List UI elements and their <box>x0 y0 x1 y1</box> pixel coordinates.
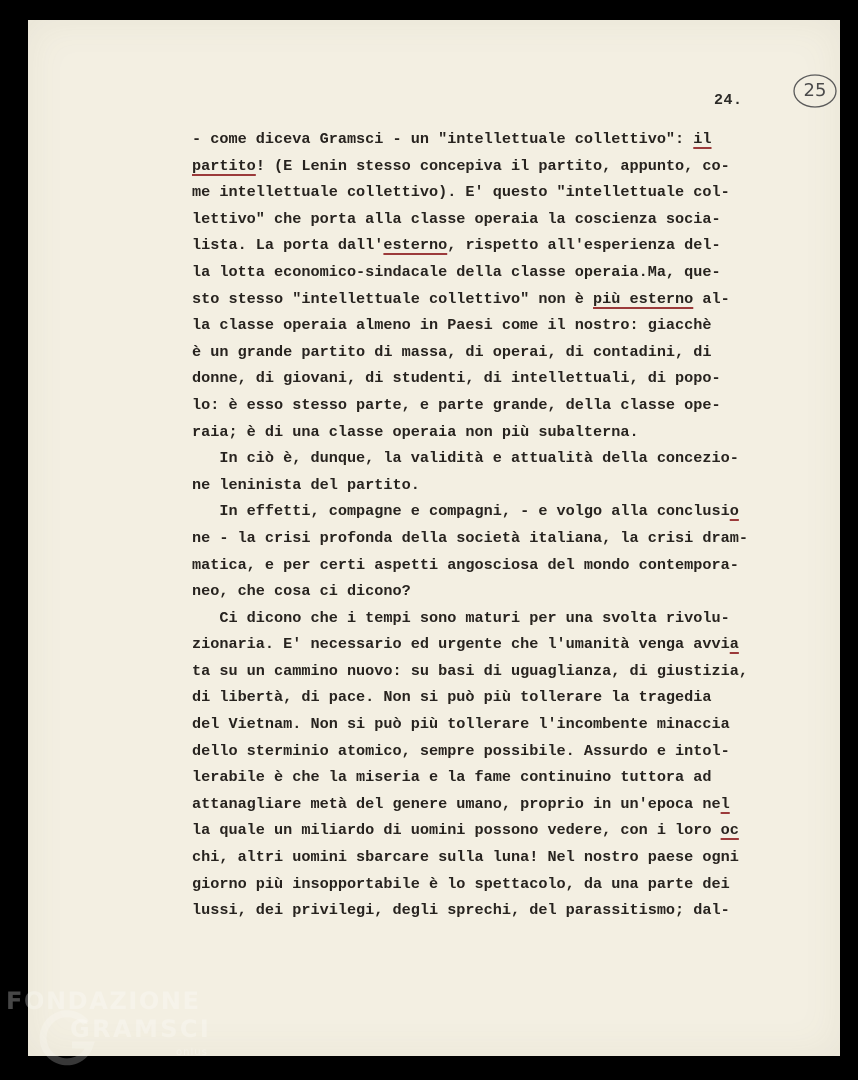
text-line: Ci dicono che i tempi sono maturi per una svolta rivolu- <box>192 608 730 627</box>
text-line: neo, che cosa ci dicono? <box>192 582 411 601</box>
text-line: In effetti, compagne e compagni, - e volgo alla conclusio <box>192 502 739 521</box>
text-line: lo: è esso stesso parte, e parte grande, della classe ope- <box>192 395 721 414</box>
text-line: la lotta economico-sindacale della classe operaia.Ma, que- <box>192 262 721 281</box>
archive-page-stamp <box>792 72 838 110</box>
typewritten-page <box>28 20 840 1056</box>
text-line: ne leninista del partito. <box>192 475 420 494</box>
text-line: In ciò è, dunque, la validità e attualità della concezio- <box>192 449 739 468</box>
text-line: del Vietnam. Non si può più tollerare l'incombente minaccia <box>192 715 730 734</box>
text-line: lerabile è che la miseria e la fame continuino tuttora ad <box>192 768 712 787</box>
text-line: dello sterminio atomico, sempre possibile. Assurdo e intol- <box>192 741 730 760</box>
text-line: donne, di giovani, di studenti, di intellettuali, di popo- <box>192 369 721 388</box>
text-line: lussi, dei privilegi, degli sprechi, del parassitismo; dal- <box>192 901 730 920</box>
text-line: la quale un miliardo di uomini possono vedere, con i loro oc <box>192 821 739 840</box>
text-line: la classe operaia almeno in Paesi come il nostro: giacchè <box>192 316 712 335</box>
text-line: di libertà, di pace. Non si può più tollerare la tragedia <box>192 688 712 707</box>
text-line: ta su un cammino nuovo: su basi di uguaglianza, di giustizia, <box>192 661 748 680</box>
text-line: è un grande partito di massa, di operai, di contadini, di <box>192 342 712 361</box>
text-line: raia; è di una classe operaia non più subalterna. <box>192 422 639 441</box>
document-body <box>192 126 792 924</box>
archive-page-number: 25 <box>803 80 827 101</box>
text-line: matica, e per certi aspetti angosciosa del mondo contempora- <box>192 555 739 574</box>
text-line: lista. La porta dall'esterno, rispetto all'esperienza del- <box>192 236 721 255</box>
watermark-line-3: onlus <box>176 1047 208 1058</box>
text-line: sto stesso "intellettuale collettivo" non è più esterno al- <box>192 289 730 308</box>
text-line: me intellettuale collettivo). E' questo "intellettuale col- <box>192 183 730 202</box>
text-line: chi, altri uomini sbarcare sulla luna! Nel nostro paese ogni <box>192 848 739 867</box>
text-line: zionaria. E' necessario ed urgente che l'umanità venga avvia <box>192 635 739 654</box>
text-line: - come diceva Gramsci - un "intellettuale collettivo": il <box>192 130 712 148</box>
watermark-line-2: GRAMSCI <box>70 1015 212 1043</box>
watermark-line-1: FONDAZIONE <box>6 987 201 1015</box>
page-number: 24. <box>714 92 743 109</box>
text-line: lettivo" che porta alla classe operaia la coscienza socia- <box>192 209 721 228</box>
text-line: ne - la crisi profonda della società italiana, la crisi dram- <box>192 528 748 547</box>
text-line: attanagliare metà del genere umano, proprio in un'epoca nel <box>192 794 730 813</box>
fondazione-gramsci-watermark <box>4 985 244 1075</box>
text-line: partito! (E Lenin stesso concepiva il partito, appunto, co- <box>192 156 730 175</box>
text-line: giorno più insopportabile è lo spettacolo, da una parte dei <box>192 874 730 893</box>
